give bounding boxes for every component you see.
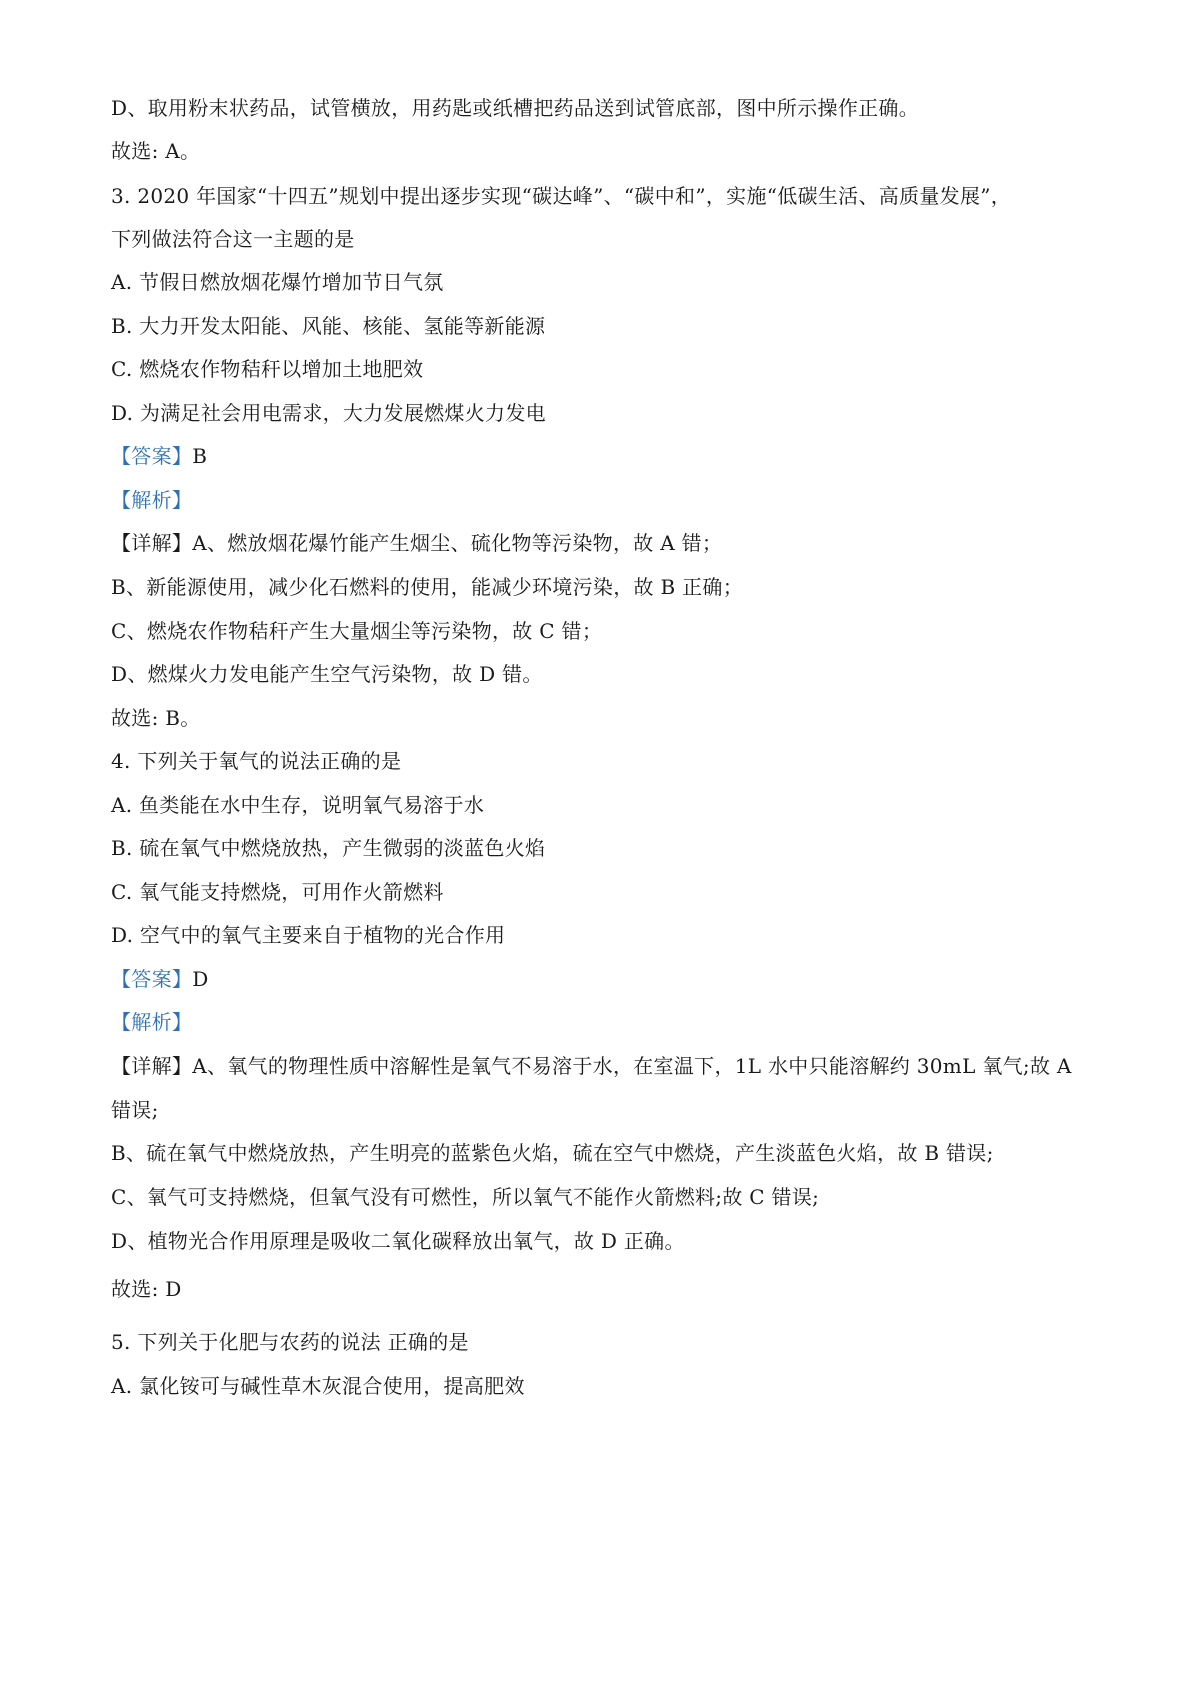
answer-line: [111, 442, 207, 470]
answer-tag: 【答案】: [111, 444, 193, 468]
answer-tag: 【答案】: [111, 967, 193, 991]
option-a: A. 氯化铵可与碱性草木灰混合使用，提高肥效: [111, 1374, 525, 1398]
question-3-stem: 3. 2020 年国家“十四五”规划中提出逐步实现“碳达峰”、“碳中和”，实施“低碳生活、高质量发展”，: [111, 184, 1012, 208]
option-d: D. 为满足社会用电需求，大力发展燃煤火力发电: [111, 401, 546, 425]
answer-value: B: [192, 444, 208, 468]
choice-line: 故选: D: [111, 1277, 182, 1301]
option-b: B. 大力开发太阳能、风能、核能、氢能等新能源: [111, 314, 546, 338]
option-d: D. 空气中的氧气主要来自于植物的光合作用: [111, 923, 506, 947]
explanation-line: 【详解】A、氧气的物理性质中溶解性是氧气不易溶于水，在室温下，1L 水中只能溶解约 30mL 氧气;故 A: [111, 1054, 1072, 1078]
question-4-stem: 4. 下列关于氧气的说法正确的是: [111, 749, 402, 773]
question-5-stem: 5. 下列关于化肥与农药的说法 正确的是: [111, 1330, 469, 1354]
choice-line: 故选: B。: [111, 706, 201, 730]
analysis-line: [111, 1008, 192, 1036]
text-line: D、取用粉末状药品，试管横放，用药匙或纸槽把药品送到试管底部，图中所示操作正确。: [111, 96, 920, 120]
explanation-line: B、硫在氧气中燃烧放热，产生明亮的蓝紫色火焰，硫在空气中燃烧，产生淡蓝色火焰，故 B 错误;: [111, 1141, 994, 1165]
explanation-line: 错误;: [111, 1098, 159, 1122]
question-3-stem-cont: 下列做法符合这一主题的是: [111, 227, 355, 251]
option-a: A. 鱼类能在水中生存，说明氧气易溶于水: [111, 793, 485, 817]
analysis-tag: 【解析】: [111, 488, 193, 512]
explanation-line: B、新能源使用，减少化石燃料的使用，能减少环境污染，故 B 正确；: [111, 575, 744, 599]
option-c: C. 燃烧农作物秸秆以增加土地肥效: [111, 357, 424, 381]
explanation-line: D、植物光合作用原理是吸收二氧化碳释放出氧气，故 D 正确。: [111, 1229, 685, 1253]
option-a: A. 节假日燃放烟花爆竹增加节日气氛: [111, 270, 444, 294]
explanation-line: C、氧气可支持燃烧，但氧气没有可燃性，所以氧气不能作火箭燃料;故 C 错误;: [111, 1185, 820, 1209]
option-c: C. 氧气能支持燃烧，可用作火箭燃料: [111, 880, 444, 904]
answer-line: [111, 965, 209, 993]
explanation-line: C、燃烧农作物秸秆产生大量烟尘等污染物，故 C 错；: [111, 619, 603, 643]
explanation-line: 【详解】A、燃放烟花爆竹能产生烟尘、硫化物等污染物，故 A 错；: [111, 531, 723, 555]
answer-value: D: [192, 967, 209, 991]
explanation-line: D、燃煤火力发电能产生空气污染物，故 D 错。: [111, 662, 543, 686]
option-b: B. 硫在氧气中燃烧放热，产生微弱的淡蓝色火焰: [111, 836, 546, 860]
text-line: 故选: A。: [111, 139, 201, 163]
analysis-line: [111, 486, 192, 514]
analysis-tag: 【解析】: [111, 1010, 193, 1034]
